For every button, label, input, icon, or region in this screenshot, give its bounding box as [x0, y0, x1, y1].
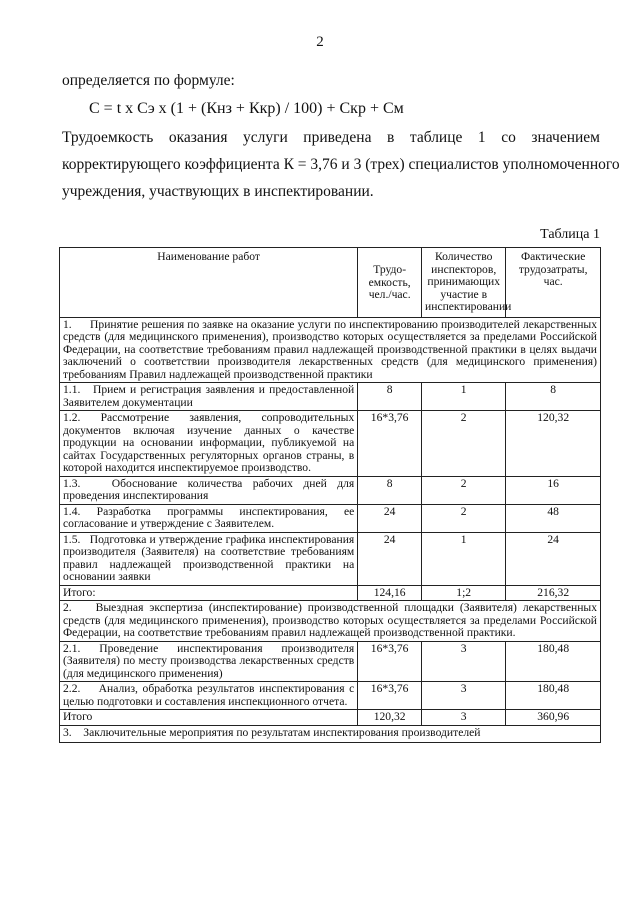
inspectors-cell: 2 [422, 504, 506, 532]
header-actual: Фактические трудозатраты, час. [506, 248, 601, 318]
table-header-row [60, 248, 601, 318]
inspectors-cell: 1 [422, 532, 506, 585]
table-row [60, 383, 601, 411]
table-row [60, 476, 601, 504]
section-row [60, 601, 601, 642]
total-label: Итого: [60, 585, 358, 601]
work-name-cell: 1.4. Разработка программы инспектирования, ее согласование и утверждение с Заявителем. [60, 504, 358, 532]
inspectors-cell: 3 [422, 682, 506, 710]
actual-cell: 180,48 [506, 641, 601, 682]
paragraph-line-3: учреждения, участвующих в инспектировании. [62, 183, 374, 200]
work-name-cell: 1.5. Подготовка и утверждение графика инспектирования производителя (Заявителя) на соответствие требованиям правил надлежащей производственной практики на основании заявки [60, 532, 358, 585]
actual-cell: 16 [506, 476, 601, 504]
total-row [60, 710, 601, 726]
work-name-cell: 2.1. Проведение инспектирования производителя (Заявителя) по месту производства лекарственных средств (для медицинского применения) [60, 641, 358, 682]
section-2-title: 2. Выездная экспертиза (инспектирование) производственной площадки (Заявителя) лекарственных средств (для медицинского применения), производство которых осуществляется за пределами Российской Федерации, на соответствие требованиям правил надлежащей производственной практики. [60, 601, 601, 642]
inspectors-cell: 3 [422, 641, 506, 682]
table-caption: Таблица 1 [540, 227, 600, 242]
table-row [60, 682, 601, 710]
actual-cell: 24 [506, 532, 601, 585]
inspectors-cell: 2 [422, 411, 506, 477]
actual-cell: 120,32 [506, 411, 601, 477]
labor-cell: 8 [358, 476, 422, 504]
table-row [60, 532, 601, 585]
intro-text: определяется по формуле: [62, 72, 235, 89]
page-number: 2 [316, 34, 324, 50]
paragraph-line-2: корректирующего коэффициента К = 3,76 и 3 (трех) специалистов уполномоченного [62, 156, 620, 173]
header-inspectors: Количество инспекторов, принимающих участие в инспектировании [422, 248, 506, 318]
total-actual: 360,96 [506, 710, 601, 726]
section-1-title: 1. Принятие решения по заявке на оказание услуги по инспектированию производителей лекарственных средств (для медицинского применения), производство которых осуществляется за пределами Российской Федерации, на соответствие требованиям правил надлежащей производственной практики в целях выдачи заключений о соответствии производителя лекарственных средств (для медицинского применения) требованиям Правил надлежащей производственной практики [60, 317, 601, 383]
table-row [60, 641, 601, 682]
labor-cell: 16*3,76 [358, 411, 422, 477]
inspectors-cell: 1 [422, 383, 506, 411]
cost-formula: C = t x Cэ x (1 + (Кнз + Ккр) / 100) + Скр + См [89, 100, 404, 117]
labor-cell: 16*3,76 [358, 641, 422, 682]
actual-cell: 180,48 [506, 682, 601, 710]
total-labor: 124,16 [358, 585, 422, 601]
section-row [60, 317, 601, 383]
paragraph-line-1: Трудоемкость оказания услуги приведена в таблице 1 со значением [62, 129, 600, 146]
work-name-cell: 2.2. Анализ, обработка результатов инспектирования с целью подготовки и составления инспекционного отчета. [60, 682, 358, 710]
labor-cell: 16*3,76 [358, 682, 422, 710]
inspectors-cell: 2 [422, 476, 506, 504]
total-row [60, 585, 601, 601]
labor-cell: 8 [358, 383, 422, 411]
section-row [60, 725, 601, 742]
header-work-name: Наименование работ [60, 248, 358, 318]
total-inspectors: 3 [422, 710, 506, 726]
labor-cell: 24 [358, 532, 422, 585]
labor-cell: 24 [358, 504, 422, 532]
total-label: Итого [60, 710, 358, 726]
work-name-cell: 1.3. Обоснование количества рабочих дней для проведения инспектирования [60, 476, 358, 504]
total-actual: 216,32 [506, 585, 601, 601]
actual-cell: 48 [506, 504, 601, 532]
header-labor: Трудо-емкость, чел./час. [358, 248, 422, 318]
actual-cell: 8 [506, 383, 601, 411]
work-name-cell: 1.2. Рассмотрение заявления, сопроводительных документов включая изучение данных о качестве продукции на основании информации, публикуемой на сайтах Государственных регуляторных органов страны, в которой находится инспектируемое производство. [60, 411, 358, 477]
section-3-title: 3. Заключительные мероприятия по результатам инспектирования производителей [60, 725, 601, 742]
total-inspectors: 1;2 [422, 585, 506, 601]
table-row [60, 504, 601, 532]
table-row [60, 411, 601, 477]
total-labor: 120,32 [358, 710, 422, 726]
work-name-cell: 1.1. Прием и регистрация заявления и предоставленной Заявителем документации [60, 383, 358, 411]
labor-table [59, 247, 601, 743]
